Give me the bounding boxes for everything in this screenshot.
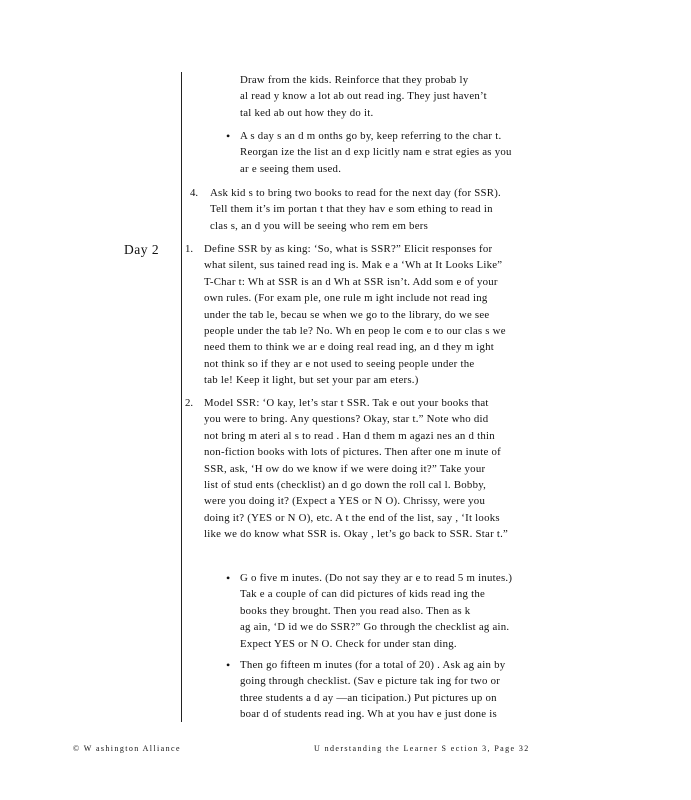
text-line: al read y know a lot ab out read ing. They just haven’t — [240, 90, 487, 103]
bullet-3-text — [240, 657, 505, 723]
text-line: people under the tab le? No. Wh en peop le com e to our clas s we — [204, 325, 506, 338]
text-line: SSR, ask, ‘H ow do we know if we were doing it?” Take your — [204, 462, 486, 475]
intro-text — [240, 72, 487, 121]
item-1-number: 1. — [185, 243, 194, 255]
text-line: ag ain, ‘D id we do SSR?” Go through the checklist ag ain. — [240, 621, 510, 634]
text-line: own rules. (For exam ple, one rule m ight include not read ing — [204, 292, 488, 305]
text-line: G o five m inutes. (Do not say they ar e to read 5 m inutes.) — [240, 572, 513, 584]
text-line: like we do know what SSR is. Okay , let’s go back to SSR. Star t.” — [204, 528, 509, 541]
text-line: Define SSR by as king: ‘So, what is SSR?” Elicit responses for — [204, 243, 493, 255]
day-label: Day 2 — [124, 242, 160, 257]
text-line: Tell them it’s im portan t that they hav e som ething to read in — [210, 203, 493, 216]
text-line: you were to bring. Any questions? Okay, star t.” Note who did — [204, 413, 489, 426]
text-line: tab le! Keep it light, but set your par am eters.) — [204, 374, 419, 387]
item-2-text — [204, 395, 508, 543]
text-line: were you doing it? (Expect a YES or N O). Chrissy, were you — [204, 495, 486, 508]
text-line: tal ked ab out how they do it. — [240, 106, 374, 119]
text-line: Then go fifteen m inutes (for a total of 20) . Ask ag ain by — [240, 659, 506, 671]
bullet-marker: • — [226, 129, 231, 143]
text-line: need them to think we ar e doing real read ing, an d they m ight — [204, 341, 495, 354]
text-line: Ask kid s to bring two books to read for the next day (for SSR). — [210, 187, 501, 199]
text-line: what silent, sus tained read ing is. Mak e a ‘Wh at It Looks Like” — [204, 259, 503, 272]
text-line: list of stud ents (checklist) an d go down the roll cal l. Bobby, — [204, 479, 487, 492]
left-margin-rule — [181, 72, 182, 722]
item-4-text — [210, 185, 501, 234]
text-line: three students a d ay —an ticipation.) Put pictures up on — [240, 691, 497, 704]
text-line: boar d of students read ing. Wh at you hav e just done is — [240, 708, 497, 721]
text-line: Tak e a couple of can did pictures of kids read ing the — [240, 588, 486, 601]
text-line: Draw from the kids. Reinforce that they probab ly — [240, 74, 469, 86]
text-line: Model SSR: ‘O kay, let’s star t SSR. Tak e out your books that — [204, 397, 489, 409]
text-line: Reorgan ize the list an d exp licitly nam e strat egies as you — [240, 146, 512, 159]
text-line: T-Char t: Wh at SSR is an d Wh at SSR isn’t. Add som e of your — [204, 275, 498, 288]
text-line: not think so if they ar e not used to seeing people under the — [204, 357, 475, 370]
text-line: not bring m ateri al s to read . Han d them m agazi nes an d thin — [204, 429, 495, 442]
text-line: clas s, an d you will be seeing who rem em bers — [210, 219, 429, 232]
text-line: under the tab le, becau se when we go to the library, do we see — [204, 308, 490, 321]
footer-page-info: U nderstanding the Learner S ection 3, Page 32 — [314, 744, 530, 753]
text-line: ar e seeing them used. — [240, 162, 342, 175]
bullet-marker: • — [226, 571, 231, 585]
text-line: going through checklist. (Sav e picture tak ing for two or — [240, 675, 501, 688]
text-line: Expect YES or N O. Check for under stan ding. — [240, 637, 457, 650]
footer-copyright: © W ashington Alliance — [73, 744, 181, 753]
text-line: doing it? (YES or N O), etc. A t the end of the list, say , ‘It looks — [204, 511, 500, 524]
bullet-1-text — [240, 128, 512, 177]
item-2-number: 2. — [185, 397, 194, 409]
item-1-text — [204, 241, 506, 389]
bullet-2-text — [240, 570, 512, 652]
text-line: non-fiction books with lots of pictures. Then after one m inute of — [204, 446, 501, 459]
text-line: books they brought. Then you read also. Then as k — [240, 604, 471, 617]
item-4-number: 4. — [190, 187, 199, 199]
bullet-marker: • — [226, 658, 231, 672]
text-line: A s day s an d m onths go by, keep referring to the char t. — [240, 130, 502, 142]
